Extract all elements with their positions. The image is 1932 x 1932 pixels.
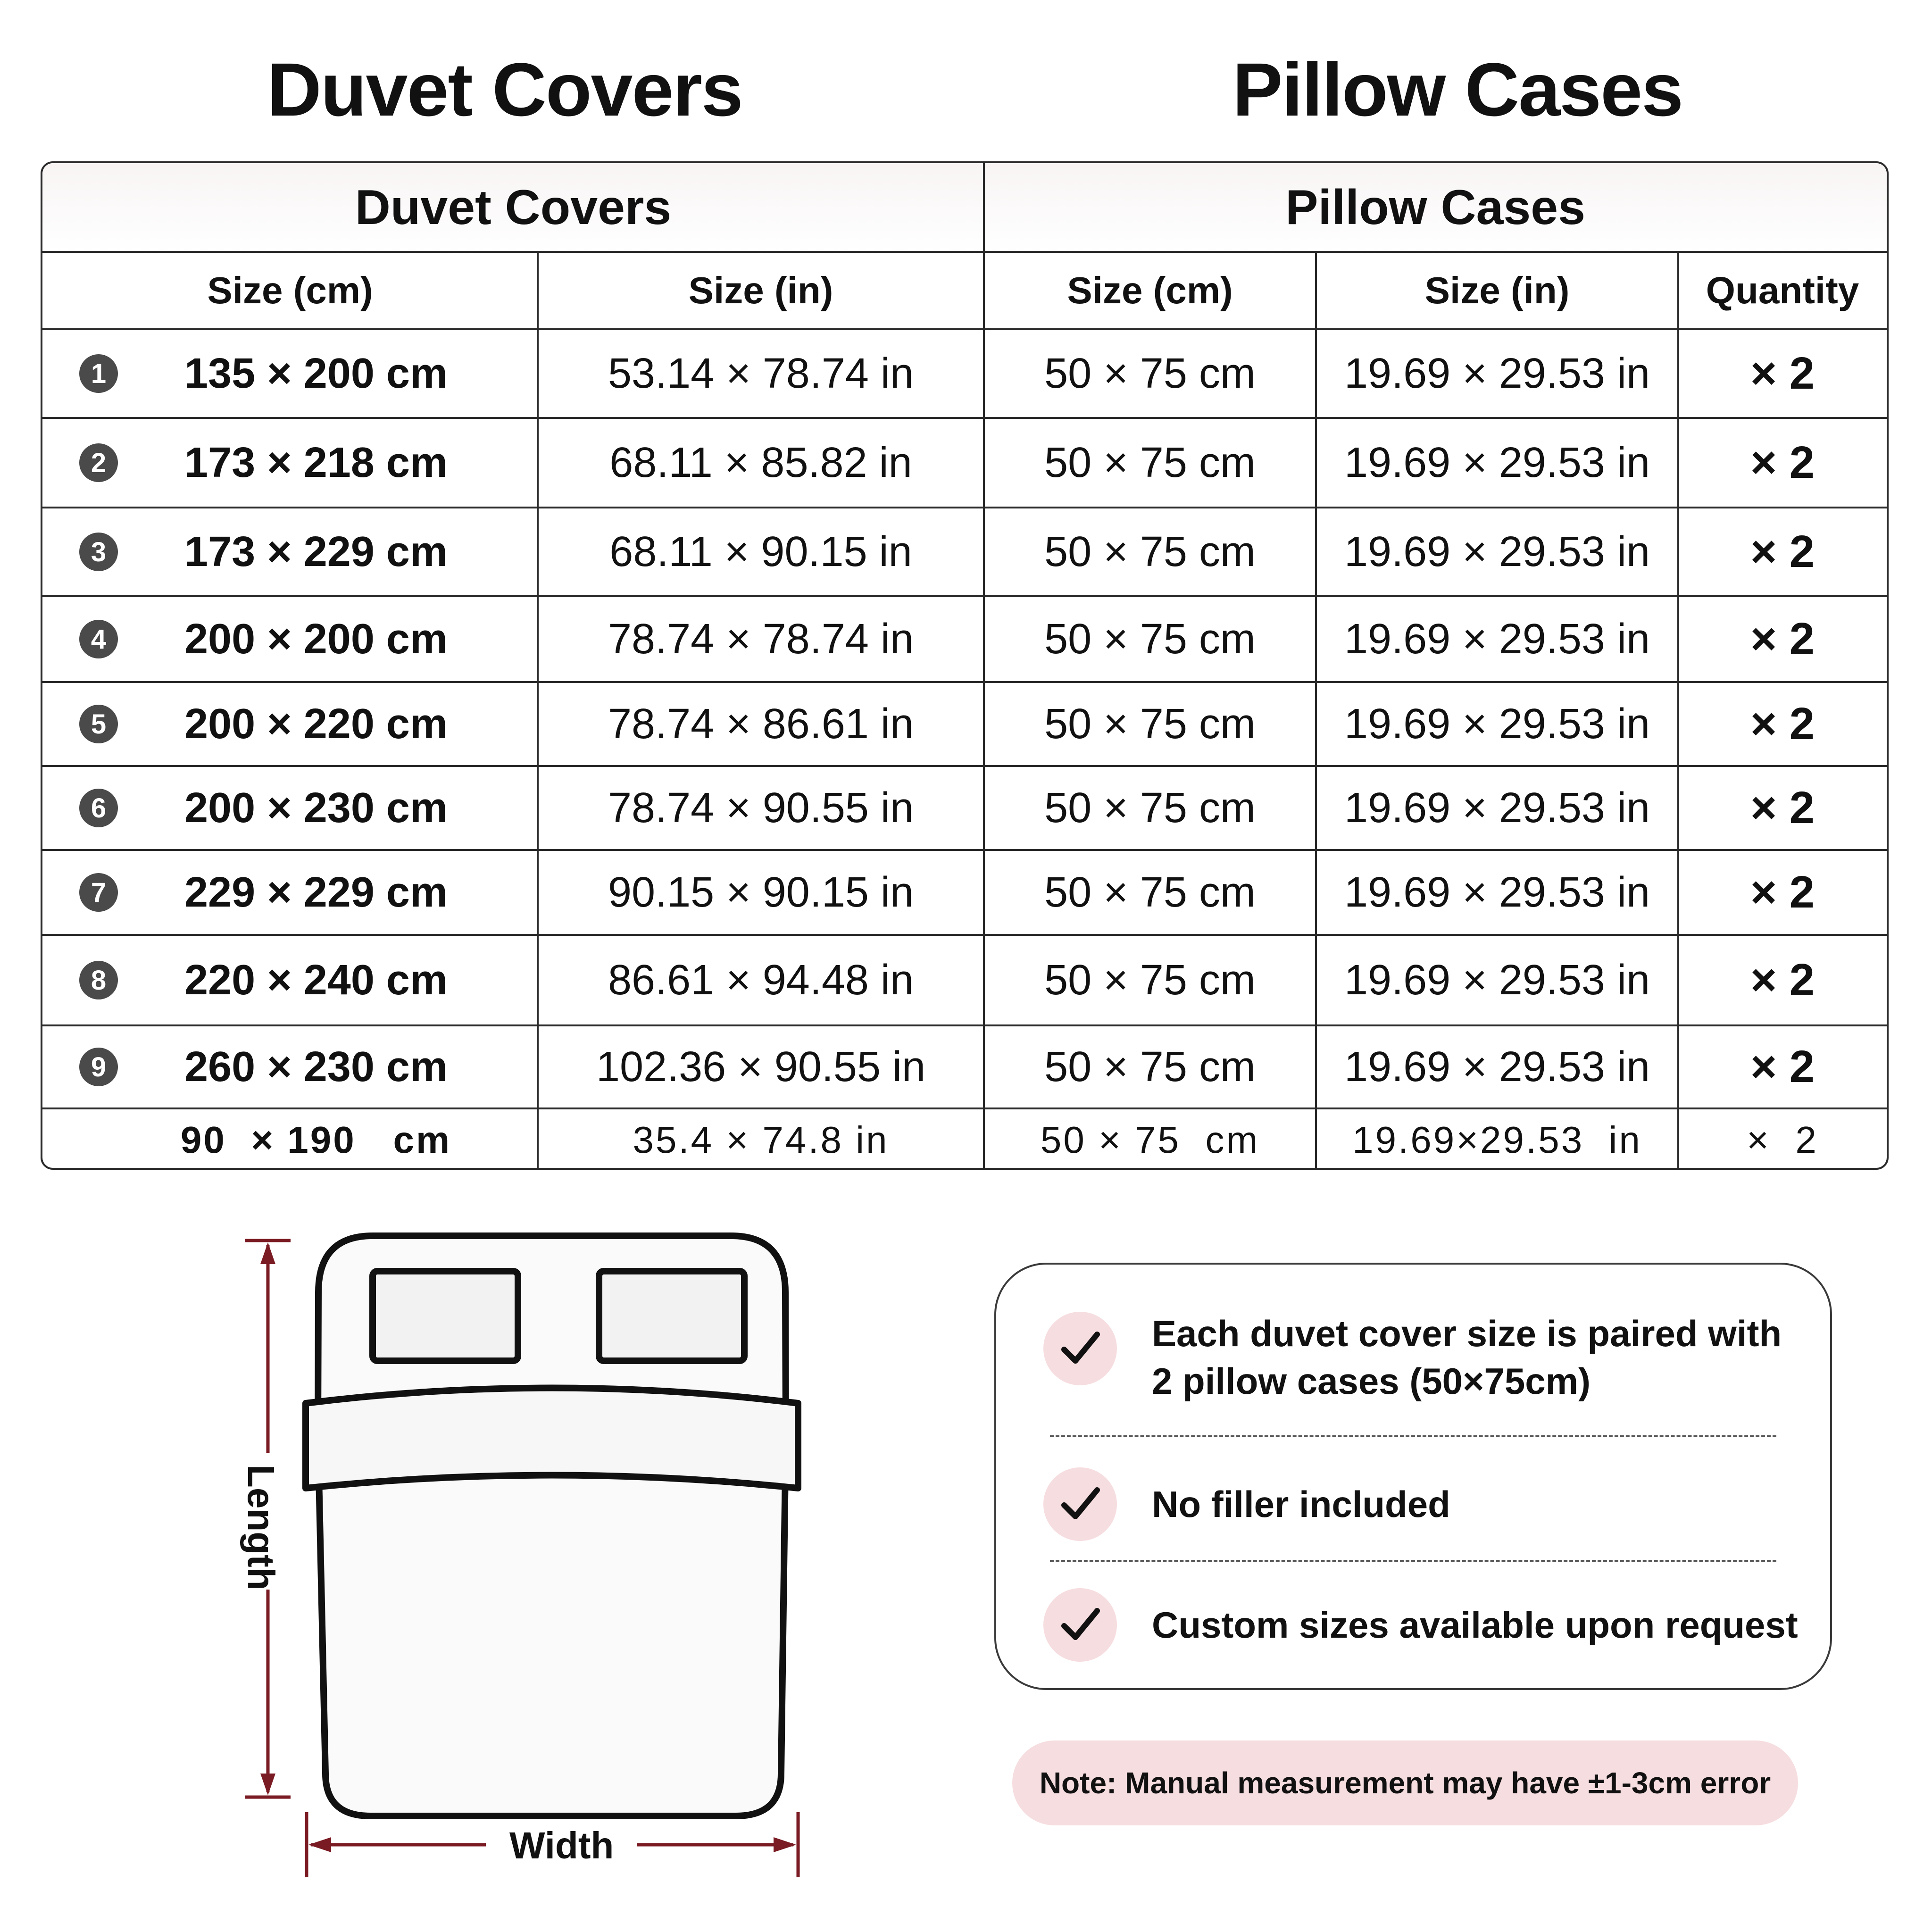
bed-icon (306, 1236, 798, 1816)
table-cell: 68.11 × 85.82 in (609, 439, 912, 486)
table-cell: 50 × 75 cm (1044, 1043, 1256, 1091)
column-divider (1315, 252, 1317, 1170)
row-divider (42, 251, 1887, 253)
table-cell: 50 × 75 cm (1040, 1119, 1260, 1161)
measurement-note: Note: Manual measurement may have ±1-3cm error (1012, 1740, 1798, 1825)
row-divider (42, 328, 1887, 330)
row-number-badge: 9 (79, 1048, 118, 1086)
table-cell: 19.69×29.53 in (1352, 1119, 1642, 1161)
row-divider (42, 417, 1887, 419)
table-cell: 50 × 75 cm (1044, 956, 1256, 1004)
table-cell: × 2 (1750, 614, 1815, 664)
column-header: Quantity (1706, 269, 1859, 311)
table-cell: 260 × 230 cm (184, 1043, 448, 1091)
row-number-badge: 8 (79, 961, 118, 999)
table-cell: 19.69 × 29.53 in (1344, 615, 1650, 663)
table-cell: 90.15 × 90.15 in (608, 868, 914, 916)
table-cell: 68.11 × 90.15 in (609, 528, 912, 575)
table-cell: × 2 (1750, 867, 1815, 917)
row-divider (42, 765, 1887, 767)
table-cell: 35.4 × 74.8 in (633, 1119, 889, 1161)
table-cell: 19.69 × 29.53 in (1344, 1043, 1650, 1091)
table-cell: 53.14 × 78.74 in (608, 350, 914, 397)
row-divider (42, 507, 1887, 508)
table-cell: 220 × 240 cm (184, 956, 448, 1004)
bed-diagram (226, 1217, 849, 1896)
row-number-badge: 4 (79, 620, 118, 658)
row-divider (42, 1024, 1887, 1026)
check-icon (1043, 1312, 1117, 1385)
table-cell: × 2 (1750, 348, 1815, 399)
duvet-covers-title: Duvet Covers (267, 47, 742, 132)
table-cell: 50 × 75 cm (1044, 868, 1256, 916)
column-divider (1677, 252, 1679, 1170)
table-cell: 50 × 75 cm (1044, 439, 1256, 486)
column-header: Size (cm) (1067, 269, 1233, 311)
check-icon (1043, 1467, 1117, 1541)
table-cell: × 2 (1750, 526, 1815, 577)
note-no-filler: No filler included (1152, 1483, 1450, 1525)
divider (1050, 1435, 1776, 1437)
divider (1050, 1560, 1776, 1562)
column-header: Size (in) (688, 269, 833, 311)
table-cell: × 2 (1750, 699, 1815, 749)
table-cell: 19.69 × 29.53 in (1344, 700, 1650, 748)
notes-box (994, 1263, 1832, 1690)
table-cell: × 2 (1750, 437, 1815, 488)
table-cell: 50 × 75 cm (1044, 615, 1256, 663)
table-cell: × 2 (1750, 955, 1815, 1005)
table-cell: 200 × 230 cm (184, 784, 448, 832)
table-cell: 50 × 75 cm (1044, 350, 1256, 397)
table-cell: 50 × 75 cm (1044, 784, 1256, 832)
row-divider (42, 681, 1887, 683)
table-cell: 19.69 × 29.53 in (1344, 439, 1650, 486)
table-cell: 78.74 × 90.55 in (608, 784, 914, 832)
row-divider (42, 595, 1887, 597)
note-pairing: Each duvet cover size is paired with 2 pillow cases (50×75cm) (1152, 1313, 1782, 1402)
table-cell: 78.74 × 86.61 in (608, 700, 914, 748)
note-custom-sizes: Custom sizes available upon request (1152, 1604, 1798, 1646)
table-cell: 102.36 × 90.55 in (596, 1043, 926, 1091)
table-cell: × 2 (1750, 783, 1815, 833)
column-divider (537, 252, 539, 1170)
row-number-badge: 1 (79, 354, 118, 393)
size-table (41, 161, 1889, 1170)
table-cell: × 2 (1747, 1119, 1818, 1161)
pillow-cases-title: Pillow Cases (1232, 47, 1683, 132)
width-label: Width (509, 1824, 614, 1866)
row-number-badge: 7 (79, 873, 118, 912)
table-cell: 78.74 × 78.74 in (608, 615, 914, 663)
table-cell: 135 × 200 cm (184, 350, 448, 397)
length-label: Length (240, 1465, 282, 1591)
table-cell: 19.69 × 29.53 in (1344, 956, 1650, 1004)
table-cell: 86.61 × 94.48 in (608, 956, 914, 1004)
table-cell: × 2 (1750, 1041, 1815, 1092)
table-cell: 50 × 75 cm (1044, 700, 1256, 748)
column-header: Size (cm) (207, 269, 373, 311)
column-divider (983, 163, 985, 1170)
table-cell: 173 × 229 cm (184, 528, 448, 575)
table-cell: 200 × 200 cm (184, 615, 448, 663)
column-header: Size (in) (1424, 269, 1570, 311)
table-cell: 50 × 75 cm (1044, 528, 1256, 575)
table-cell: 200 × 220 cm (184, 700, 448, 748)
duvet-group-header: Duvet Covers (42, 163, 984, 252)
table-cell: 19.69 × 29.53 in (1344, 784, 1650, 832)
table-cell: 173 × 218 cm (184, 439, 448, 486)
row-number-badge: 3 (79, 533, 118, 571)
row-number-badge: 5 (79, 705, 118, 743)
check-icon (1043, 1588, 1117, 1662)
table-cell: 19.69 × 29.53 in (1344, 528, 1650, 575)
row-divider (42, 849, 1887, 851)
pillow-group-header: Pillow Cases (984, 163, 1887, 252)
table-cell: 19.69 × 29.53 in (1344, 350, 1650, 397)
row-divider (42, 934, 1887, 936)
row-number-badge: 6 (79, 789, 118, 827)
row-number-badge: 2 (79, 443, 118, 482)
table-cell: 229 × 229 cm (184, 868, 448, 916)
row-divider (42, 1108, 1887, 1109)
table-cell: 90 × 190 cm (180, 1119, 452, 1161)
table-cell: 19.69 × 29.53 in (1344, 868, 1650, 916)
